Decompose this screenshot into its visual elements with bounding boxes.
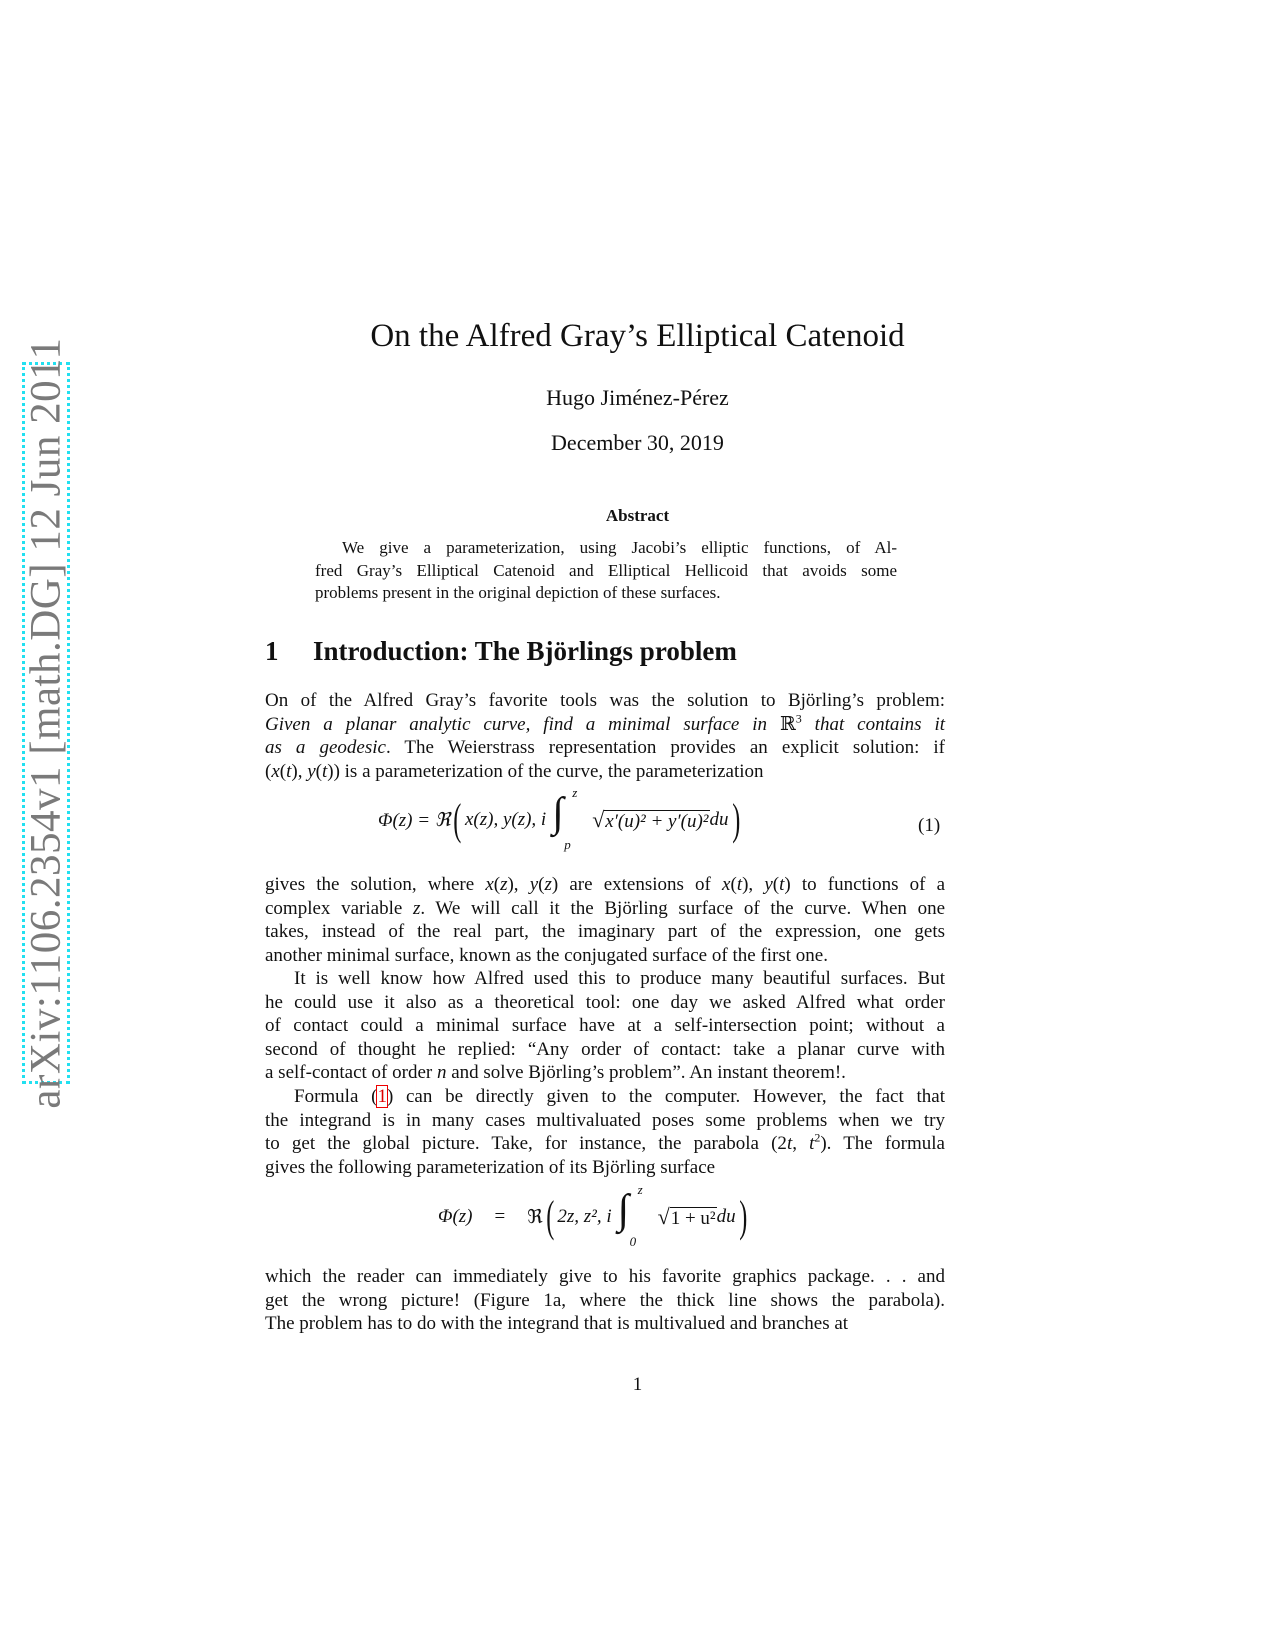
text-line: [265, 713, 945, 737]
text-segment: y: [307, 760, 316, 782]
paren-close: ): [731, 795, 740, 844]
text-line: [265, 1014, 945, 1038]
paragraph: [265, 873, 945, 967]
text-segment: Given a planar analytic curve, find a minimal surface in: [265, 713, 780, 735]
text-segment: of contact could a minimal surface have at a self-intersection point; without a: [265, 1015, 945, 1037]
abstract-body: [315, 537, 897, 605]
eq2-du: du: [716, 1206, 736, 1227]
text-segment: second of thought he replied: “Any order of contact: take a planar curve with: [265, 1038, 945, 1060]
text-line: [265, 920, 945, 944]
text-segment: 2: [814, 1130, 821, 1145]
text-segment: the integrand is in many cases multivaluated poses some problems when we try: [265, 1109, 945, 1131]
section-title: Introduction: The Björlings problem: [313, 636, 737, 666]
text-segment: takes, instead of the real part, the imaginary part of the expression, one gets: [265, 921, 945, 943]
abstract-heading: Abstract: [605, 506, 670, 525]
paragraph: [265, 967, 945, 1085]
text-segment: (: [265, 760, 272, 782]
text-segment: y: [764, 874, 773, 895]
text-segment: ),: [291, 760, 308, 782]
page-number: 1: [632, 1374, 643, 1395]
date: December 30, 2019: [551, 430, 724, 455]
equation-number: (1): [918, 815, 941, 836]
text-segment: as a geodesic: [265, 737, 386, 759]
equation-1: [378, 785, 743, 852]
eq1-lhs: Φ(z) = ℜ: [378, 809, 451, 831]
text-segment: y: [529, 874, 539, 895]
text-segment: It is well know how Alfred used this to produce many beautiful surfaces. But: [294, 968, 945, 989]
text-segment: x: [722, 874, 731, 895]
text-line: [265, 873, 945, 897]
abstract-line: problems present in the original depiction of these surfaces.: [315, 583, 721, 602]
text-segment: z: [544, 874, 552, 895]
text-line: [265, 1132, 945, 1156]
text-line: [265, 760, 945, 784]
paragraph: [265, 1265, 945, 1336]
text-segment: gives the following parameterization of its Björling surface: [265, 1156, 716, 1178]
equation-2: [438, 1182, 750, 1249]
text-line: [265, 1156, 945, 1180]
arxiv-stamp: [22, 337, 70, 1109]
radicand: 1 + u²: [670, 1208, 716, 1229]
real-part-symbol: ℜ: [527, 1206, 543, 1228]
text-segment: 3: [795, 711, 802, 726]
text-line: [265, 897, 945, 921]
text-segment: that contains it: [801, 713, 946, 735]
text-segment: t: [779, 874, 785, 895]
text-segment: (: [772, 874, 780, 895]
text-segment: a self-contact of order: [265, 1062, 437, 1084]
text-segment: The problem has to do with the integrand that is multivalued and branches at: [265, 1313, 849, 1335]
upper-limit: z: [572, 785, 578, 800]
radicand: x′(u)² + y′(u)²: [605, 811, 709, 832]
paren-open: (: [453, 795, 462, 844]
text-line: [265, 944, 945, 968]
text-segment: ). The formula: [820, 1133, 945, 1155]
text-segment: x: [485, 874, 494, 895]
text-segment: Formula (: [294, 1086, 378, 1107]
eq2-lhs: Φ(z): [438, 1206, 473, 1227]
text-segment: he could use it also as a theoretical tool: one day we asked Alfred what order: [265, 991, 945, 1013]
text-segment: )) is a parameterization of the curve, the parameterization: [327, 760, 764, 782]
text-segment: ,: [792, 1133, 810, 1155]
text-line: [265, 1265, 945, 1289]
upper-limit: z: [637, 1182, 643, 1197]
eq1-du: du: [709, 809, 729, 830]
text-segment: z: [412, 897, 421, 919]
text-segment: t: [321, 760, 328, 782]
text-segment: ),: [507, 874, 530, 895]
text-segment: . We will call it the Björling surface of the curve. When one: [420, 897, 946, 919]
text-line: [265, 991, 945, 1015]
text-line: [265, 1061, 945, 1085]
text-segment: ℝ: [779, 713, 796, 735]
text-segment: (: [730, 874, 737, 895]
text-line: [265, 1085, 945, 1109]
text-segment: ) to functions of a: [784, 874, 946, 895]
equation-reference-link[interactable]: 1: [377, 1086, 387, 1107]
text-segment: another minimal surface, known as the conjugated surface of the first one.: [265, 944, 828, 966]
square-root: √ 1 + u²: [657, 1204, 716, 1229]
lower-limit: p: [564, 837, 571, 852]
eq2-args: 2z, z², i: [557, 1206, 612, 1227]
text-segment: t: [286, 760, 292, 782]
text-segment: complex variable: [265, 897, 413, 919]
text-segment: get the wrong picture! (Figure 1a, where the thick line shows the parabola).: [265, 1289, 945, 1311]
text-segment: ),: [742, 874, 765, 895]
paren-close: ): [738, 1192, 747, 1241]
text-segment: ) are extensions of: [551, 874, 723, 895]
paper-title: On the Alfred Gray’s Elliptical Catenoid: [370, 318, 905, 354]
text-line: [265, 1312, 945, 1336]
square-root: √ x′(u)² + y′(u)²: [592, 807, 709, 832]
integral-sign: ∫ z p: [552, 785, 578, 852]
paren-open: (: [546, 1192, 555, 1241]
text-segment: to get the global picture. Take, for instance, the parabola (2: [265, 1133, 787, 1155]
text-segment: t: [736, 874, 743, 895]
text-segment: (: [279, 760, 287, 782]
paragraph: [265, 689, 945, 783]
text-segment: t: [809, 1133, 815, 1155]
text-segment: ) can be directly given to the computer. However, the fact that: [386, 1086, 945, 1107]
text-segment: gives the solution, where: [265, 874, 486, 895]
arxiv-id[interactable]: arXiv:1106.2354v1 [math.DG] 12 Jun 2011: [22, 337, 70, 1109]
text-line: [265, 736, 945, 760]
text-segment: (: [493, 874, 501, 895]
lower-limit: 0: [629, 1234, 637, 1249]
abstract-line: fred Gray’s Elliptical Catenoid and Elliptical Hellicoid that avoids some: [315, 560, 897, 580]
text-line: [265, 1109, 945, 1133]
section-number: 1: [265, 636, 279, 666]
text-segment: x: [271, 760, 280, 782]
text-segment: and solve Björling’s problem”. An instant theorem!.: [446, 1062, 846, 1084]
text-segment: On of the Alfred Gray’s favorite tools was the solution to Björling’s problem:: [265, 690, 945, 711]
integral-sign: ∫ z 0: [617, 1182, 643, 1249]
abstract-line: We give a parameterization, using Jacobi’s elliptic functions, of Al-: [342, 538, 897, 557]
text-line: [265, 967, 945, 991]
text-segment: which the reader can immediately give to his favorite graphics package. . . and: [265, 1266, 945, 1287]
paragraph: [265, 1085, 945, 1179]
text-line: [265, 1289, 945, 1313]
text-segment: t: [786, 1133, 793, 1155]
text-line: [265, 689, 945, 713]
text-segment: . The Weierstrass representation provides an explicit solution: if: [385, 737, 945, 759]
text-segment: (: [538, 874, 545, 895]
text-segment: (: [315, 760, 322, 782]
eq1-args: x(z), y(z), i: [464, 809, 547, 830]
text-segment: z: [500, 874, 508, 895]
author: Hugo Jiménez-Pérez: [546, 385, 729, 410]
equals-sign: =: [494, 1206, 506, 1227]
text-line: [265, 1038, 945, 1062]
section-heading: [265, 636, 737, 667]
text-segment: n: [436, 1062, 447, 1084]
